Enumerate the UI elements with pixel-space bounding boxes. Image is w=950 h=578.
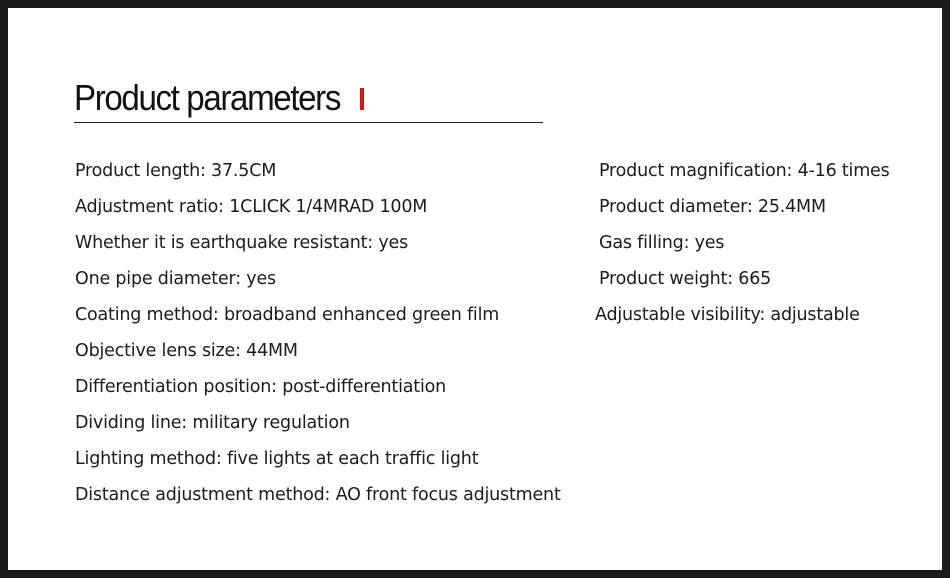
param-objective-lens-size: Objective lens size: 44MM (75, 341, 298, 361)
param-adjustment-ratio: Adjustment ratio: 1CLICK 1/4MRAD 100M (75, 197, 428, 217)
param-magnification: Product magnification: 4-16 times (599, 161, 890, 181)
param-earthquake-resistant: Whether it is earthquake resistant: yes (75, 233, 408, 253)
parameter-list-right (595, 158, 890, 338)
param-distance-adjustment: Distance adjustment method: AO front focus adjustment (75, 485, 561, 505)
page-title: Product parameters (74, 77, 341, 118)
param-lighting-method: Lighting method: five lights at each traffic light (75, 449, 479, 469)
param-coating-method: Coating method: broadband enhanced green film (75, 305, 500, 325)
param-differentiation-position: Differentiation position: post-differentiation (75, 377, 447, 397)
product-parameters-card (8, 8, 942, 570)
param-diameter: Product diameter: 25.4MM (599, 197, 826, 217)
param-one-pipe-diameter: One pipe diameter: yes (75, 269, 276, 289)
heading (74, 76, 363, 132)
param-product-length: Product length: 37.5CM (75, 161, 277, 181)
param-adjustable-visibility: Adjustable visibility: adjustable (595, 305, 860, 325)
parameter-list-left (75, 158, 561, 518)
title-underline (74, 122, 543, 123)
param-dividing-line: Dividing line: military regulation (75, 413, 350, 433)
title-accent-bar (360, 88, 364, 110)
param-weight: Product weight: 665 (599, 269, 772, 289)
param-gas-filling: Gas filling: yes (599, 233, 725, 253)
